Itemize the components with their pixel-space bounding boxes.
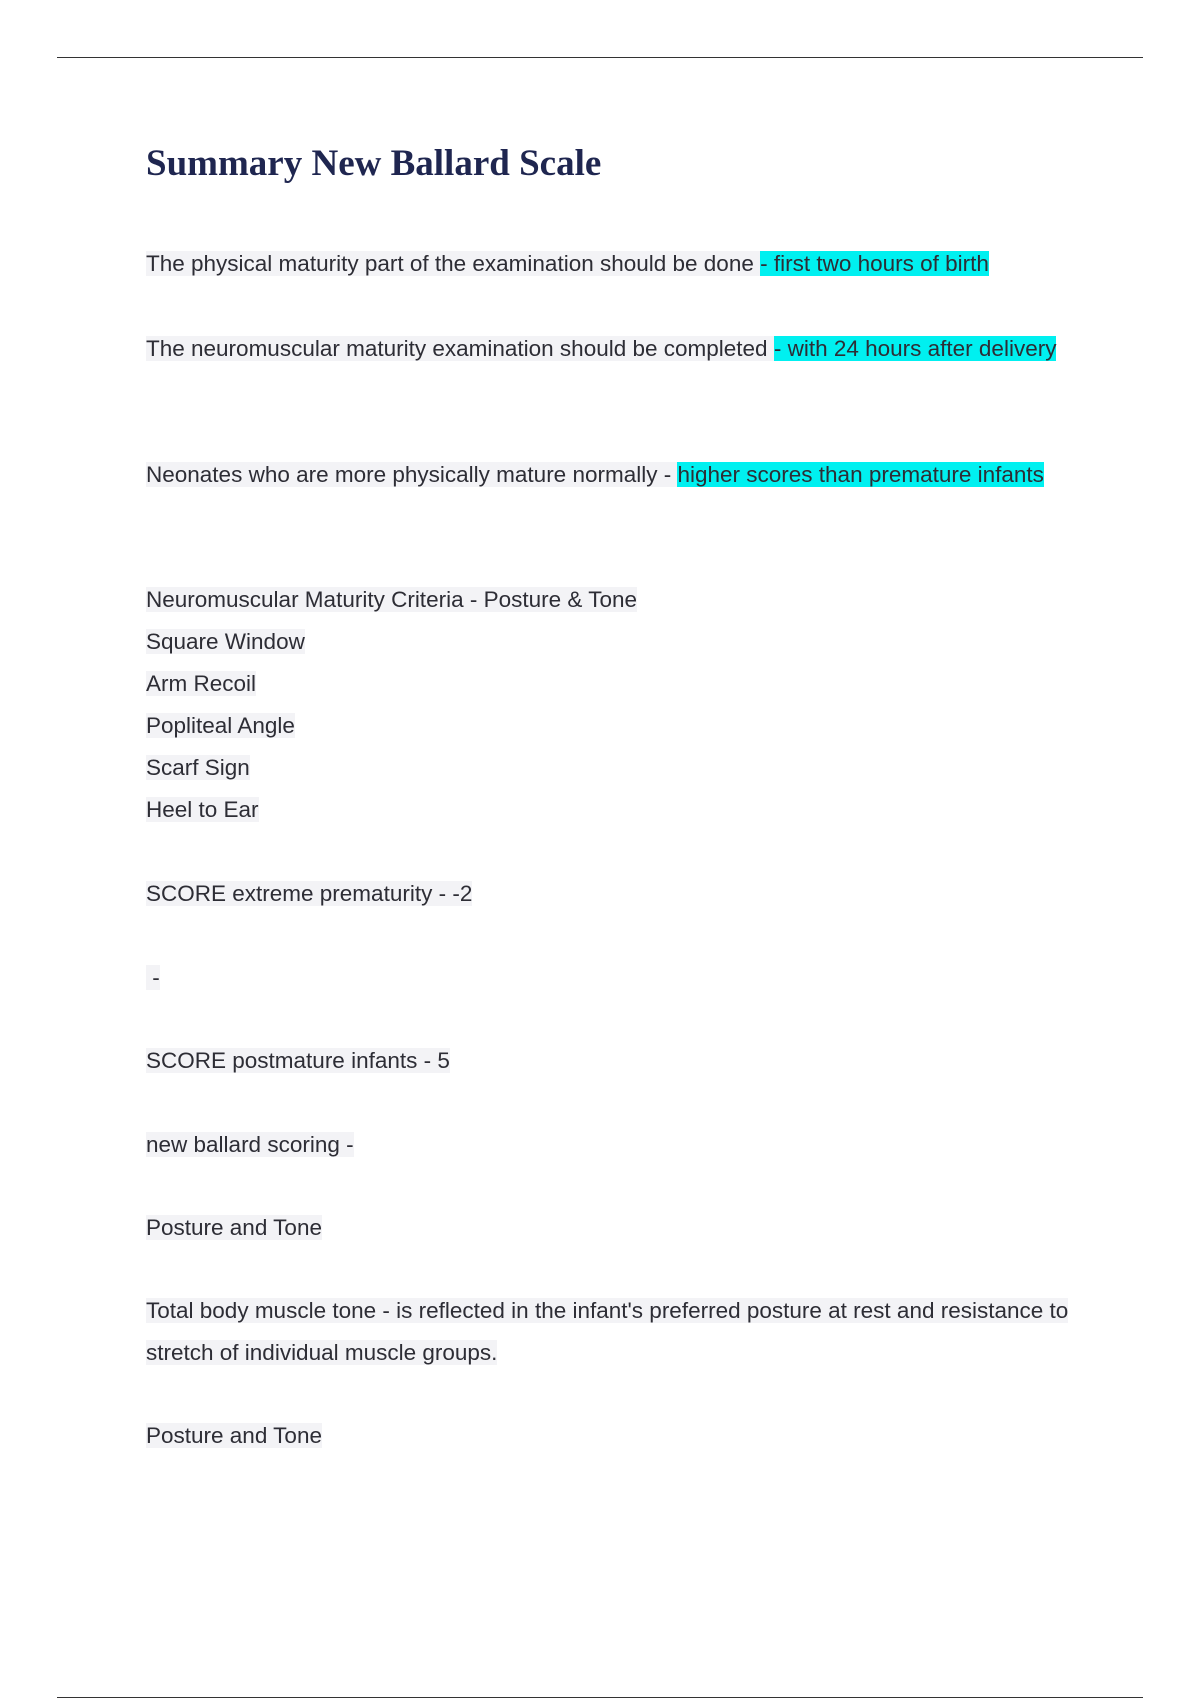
- question-text: new ballard scoring -: [146, 1132, 354, 1157]
- flashcard-score-postmature: [146, 1040, 1076, 1082]
- highlighted-answer: - with 24 hours after delivery: [773, 336, 1057, 361]
- flashcard-score-extreme-prematurity: [146, 873, 1076, 915]
- list-item: Arm Recoil: [146, 671, 257, 696]
- flashcard-dash: [146, 957, 1076, 999]
- question-text: Neonates who are more physically mature normally -: [146, 462, 678, 487]
- list-item: Scarf Sign: [146, 755, 250, 780]
- flashcard-posture-tone: [146, 1207, 1076, 1249]
- document-title: Summary New Ballard Scale: [146, 143, 602, 184]
- list-item: Neuromuscular Maturity Criteria - Posture & Tone: [146, 587, 638, 612]
- flashcard-total-body-muscle-tone: [146, 1290, 1076, 1374]
- question-text: SCORE postmature infants - 5: [146, 1048, 450, 1073]
- question-text: Total body muscle tone - is reflected in the infant's preferred posture at rest and resistance to stretch of individual muscle groups.: [146, 1298, 1069, 1365]
- list-item: Heel to Ear: [146, 797, 259, 822]
- bottom-divider: [57, 1697, 1143, 1698]
- neuromuscular-criteria-list: [146, 579, 1076, 831]
- question-text: Posture and Tone: [146, 1215, 322, 1240]
- question-text: SCORE extreme prematurity - -2: [146, 881, 473, 906]
- question-text: -: [146, 965, 160, 990]
- question-text: The neuromuscular maturity examination should be completed: [146, 336, 774, 361]
- highlighted-answer: higher scores than premature infants: [677, 462, 1044, 487]
- top-divider: [57, 57, 1143, 58]
- flashcard-neonates-mature: [146, 454, 1076, 496]
- highlighted-answer: - first two hours of birth: [760, 251, 989, 276]
- question-text: Posture and Tone: [146, 1423, 322, 1448]
- flashcard-posture-tone-2: [146, 1415, 1076, 1457]
- list-item: Popliteal Angle: [146, 713, 295, 738]
- flashcard-neuromuscular-exam: [146, 328, 1076, 370]
- question-text: The physical maturity part of the examination should be done: [146, 251, 761, 276]
- flashcard-new-ballard-scoring: [146, 1124, 1076, 1166]
- list-item: Square Window: [146, 629, 305, 654]
- flashcard-physical-maturity: [146, 243, 1076, 285]
